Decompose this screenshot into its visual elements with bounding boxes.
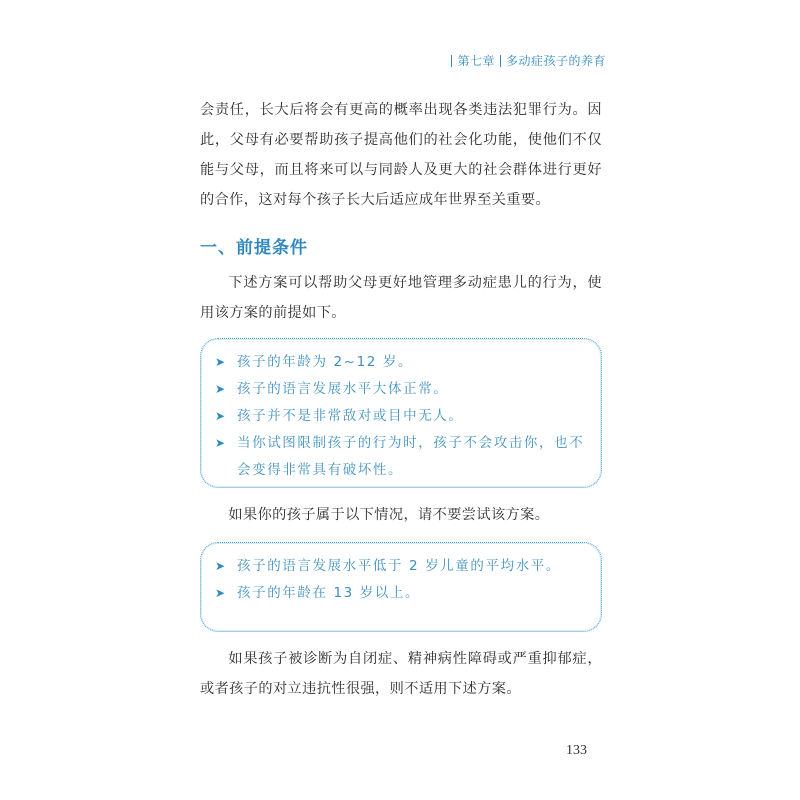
exclusion-box xyxy=(200,542,602,632)
list-item-text: 孩子并不是非常敌对或目中无人。 xyxy=(237,408,464,424)
list-item-text: 孩子的年龄为 2~12 岁。 xyxy=(237,354,414,370)
intro-paragraph: 会责任，长大后将会有更高的概率出现各类违法犯罪行为。因此，父母有必要帮助孩子提高他们的社会化功能，使他们不仅能与父母，而且将来可以与同龄人及更大的社会群体进行更好的合作，这对每个孩子长大后适应成年世界至关重要。 xyxy=(200,102,602,208)
page-number: 133 xyxy=(566,743,587,758)
list-item-text: 孩子的年龄在 13 岁以上。 xyxy=(237,585,421,601)
list-item xyxy=(211,430,587,484)
arrow-bullet-icon: ➤ xyxy=(215,382,227,396)
list-item xyxy=(211,349,587,376)
arrow-bullet-icon: ➤ xyxy=(215,586,227,600)
header-divider xyxy=(451,55,452,67)
chapter-title: 多动症孩子的养育 xyxy=(505,54,606,68)
list-item xyxy=(211,376,587,403)
chapter-label: 第七章 xyxy=(457,54,495,68)
premise-intro: 下述方案可以帮助父母更好地管理多动症患儿的行为，使用该方案的前提如下。 xyxy=(200,275,602,321)
premise-box xyxy=(200,338,602,488)
arrow-bullet-icon: ➤ xyxy=(215,409,227,423)
list-item-text: 孩子的语言发展水平低于 2 岁儿童的平均水平。 xyxy=(237,558,561,574)
header-divider xyxy=(500,55,501,67)
exclusion-intro: 如果你的孩子属于以下情况，请不要尝试该方案。 xyxy=(228,507,550,523)
list-item-text: 当你试图限制孩子的行为时，孩子不会攻击你，也不会变得非常具有破坏性。 xyxy=(237,435,585,478)
closing-paragraph: 如果孩子被诊断为自闭症、精神病性障碍或严重抑郁症，或者孩子的对立违抗性很强，则不适用下述方案。 xyxy=(200,651,602,697)
list-item xyxy=(211,580,587,607)
arrow-bullet-icon: ➤ xyxy=(215,355,227,369)
running-header xyxy=(446,52,606,69)
section-heading: 一、前提条件 xyxy=(200,238,308,258)
arrow-bullet-icon: ➤ xyxy=(215,559,227,573)
page-body xyxy=(200,95,602,704)
arrow-bullet-icon: ➤ xyxy=(215,436,227,450)
list-item-text: 孩子的语言发展水平大体正常。 xyxy=(237,381,449,397)
list-item xyxy=(211,553,587,580)
list-item xyxy=(211,403,587,430)
